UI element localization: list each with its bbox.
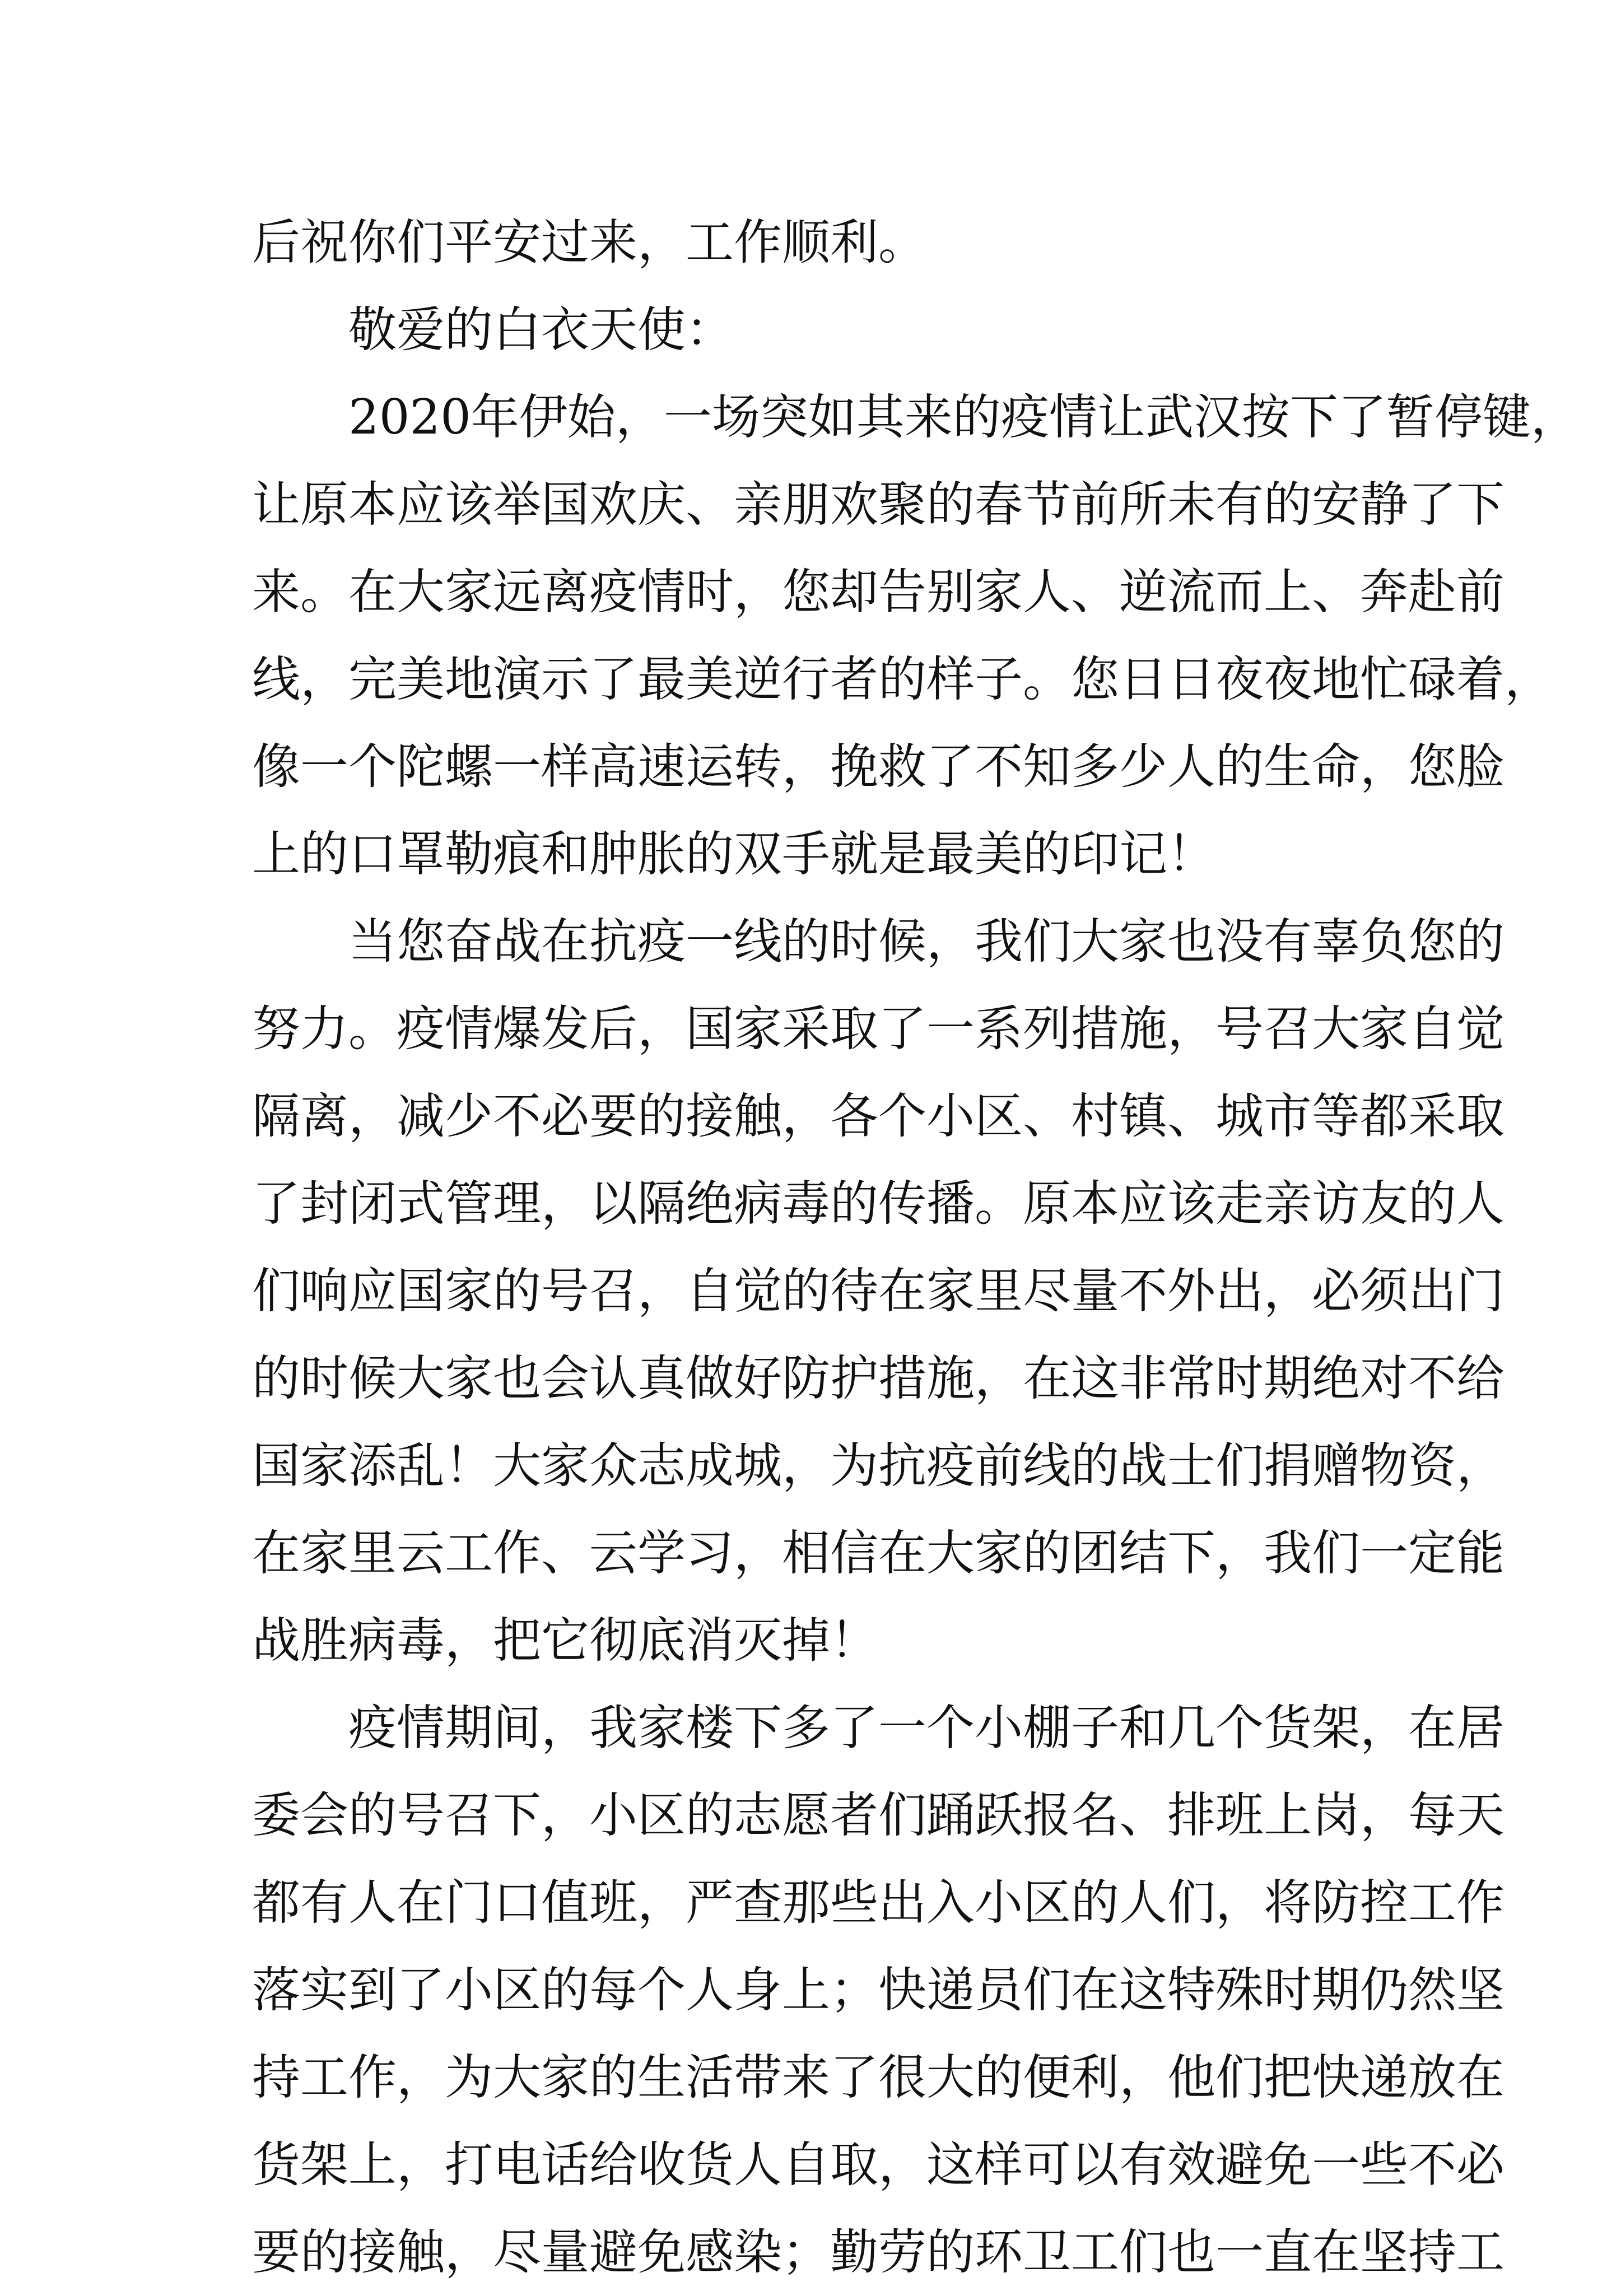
text-line: 持工作，为大家的生活带来了很大的便利，他们把快递放在	[252, 2050, 1504, 2106]
text-line: 落实到了小区的每个人身上；快递员们在这特殊时期仍然坚	[252, 1962, 1504, 2018]
text-line: 让原本应该举国欢庆、亲朋欢聚的春节前所未有的安静了下	[252, 477, 1504, 533]
text-line: 都有人在门口值班，严查那些出入小区的人们，将防控工作	[252, 1875, 1504, 1931]
text-line: 线，完美地演示了最美逆行者的样子。您日日夜夜地忙碌着，	[252, 651, 1553, 707]
text-line: 上的口罩勒痕和肿胀的双手就是最美的印记！	[252, 826, 1215, 882]
text-line: 来。在大家远离疫情时，您却告别家人、逆流而上、奔赴前	[252, 564, 1504, 620]
text-line: 货架上，打电话给收货人自取，这样可以有效避免一些不必	[252, 2137, 1504, 2193]
text-line: 国家添乱！大家众志成城，为抗疫前线的战士们捐赠物资，	[252, 1438, 1504, 1494]
text-line: 在家里云工作、云学习，相信在大家的团结下，我们一定能	[252, 1525, 1504, 1581]
text-line: 疫情期间，我家楼下多了一个小棚子和几个货架，在居	[348, 1700, 1504, 1756]
text-line: 了封闭式管理，以隔绝病毒的传播。原本应该走亲访友的人	[252, 1176, 1504, 1232]
text-line: 的时候大家也会认真做好防护措施，在这非常时期绝对不给	[252, 1350, 1504, 1407]
text-line: 2020年伊始，一场突如其来的疫情让武汉按下了暂停键，	[348, 389, 1579, 445]
text-line: 后祝你们平安过来，工作顺利。	[252, 215, 926, 271]
text-line: 当您奋战在抗疫一线的时候，我们大家也没有辜负您的	[348, 914, 1504, 970]
text-line: 委会的号召下，小区的志愿者们踊跃报名、排班上岗，每天	[252, 1787, 1504, 1843]
text-line: 战胜病毒，把它彻底消灭掉！	[252, 1613, 878, 1669]
text-line: 努力。疫情爆发后，国家采取了一系列措施，号召大家自觉	[252, 1001, 1504, 1057]
letter-body	[252, 199, 1579, 2296]
text-line: 们响应国家的号召，自觉的待在家里尽量不外出，必须出门	[252, 1263, 1504, 1319]
salutation: 敬爱的白衣天使：	[348, 302, 734, 358]
text-line: 隔离，减少不必要的接触，各个小区、村镇、城市等都采取	[252, 1088, 1504, 1144]
text-line: 像一个陀螺一样高速运转，挽救了不知多少人的生命，您脸	[252, 739, 1504, 795]
text-line: 要的接触，尽量避免感染；勤劳的环卫工们也一直在坚持工	[252, 2224, 1504, 2280]
